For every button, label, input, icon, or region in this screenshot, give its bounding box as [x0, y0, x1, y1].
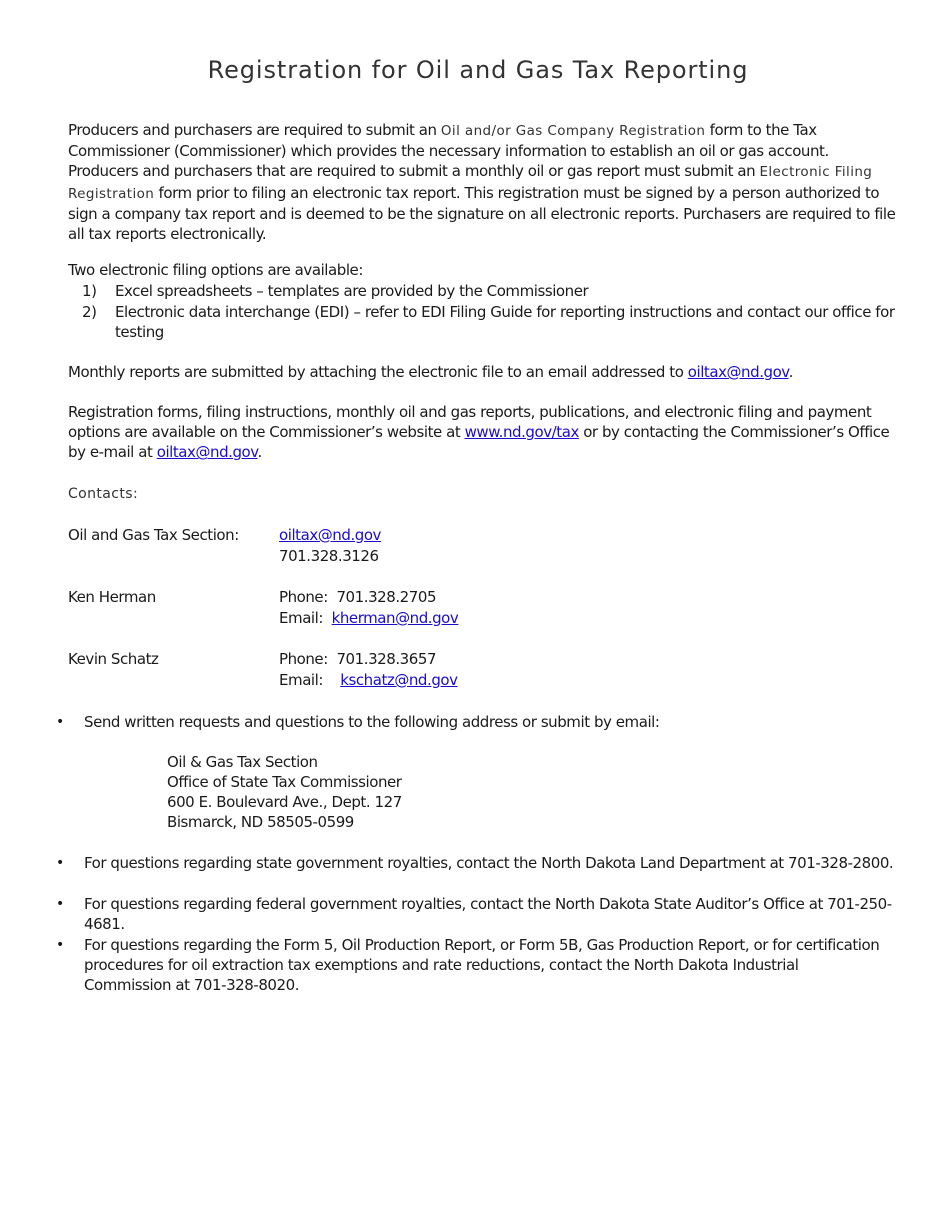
address-line: Office of State Tax Commissioner	[167, 773, 402, 791]
oiltax-email-link[interactable]: oiltax@nd.gov	[687, 363, 789, 381]
address-line: 600 E. Boulevard Ave., Dept. 127	[167, 793, 402, 811]
website-link[interactable]: www.nd.gov/tax	[464, 423, 579, 442]
bullet-state-royalties: For questions regarding state government royalties, contact the North Dakota Land Department at 701-328-2800.	[84, 854, 894, 872]
bullet-icon: •	[56, 896, 64, 912]
contacts-heading: Contacts:	[68, 486, 139, 502]
option-text: Excel spreadsheets – templates are provided by the Commissioner	[115, 282, 589, 300]
ken-email-link[interactable]: kherman@nd.gov	[331, 609, 459, 627]
contact-kevin-phone	[279, 649, 436, 669]
registration-end: .	[257, 443, 262, 462]
email-label: Email:	[279, 671, 323, 689]
bullet-icon: •	[56, 937, 64, 953]
intro-text-3: form prior to filing an electronic tax report. This registration must be signed by a person authorized to sign a company tax report and is deemed to be the signature on all electronic reports. Purchasers are required to file all tax reports electronically.	[68, 183, 896, 244]
contact-section-label: Oil and Gas Tax Section:	[68, 526, 239, 544]
bullet-send-requests: Send written requests and questions to the following address or submit by email:	[84, 713, 660, 731]
intro-paragraph	[68, 120, 898, 244]
bullet-federal-royalties: For questions regarding federal government royalties, contact the North Dakota State Auditor’s Office at 701-250-4681.	[84, 895, 892, 934]
monthly-text: Monthly reports are submitted by attaching the electronic file to an email addressed to	[68, 363, 688, 381]
intro-text-2: form to the Tax Commissioner (Commissioner) which provides the necessary information to establish an oil or gas account. Producers and purchasers that are required to submit a monthly oil or gas report must submit an	[68, 121, 829, 181]
address-line: Oil & Gas Tax Section	[167, 753, 318, 771]
registration-text-2: or by contacting the Commissioner’s Office by e-mail at	[68, 423, 890, 462]
contact-kevin-email	[279, 670, 458, 690]
bullet-form5-questions: For questions regarding the Form 5, Oil Production Report, or Form 5B, Gas Production Report, or for certification procedures for oil extraction tax exemptions and rate reductions, contact the North Dakota Industrial Commission at 701-328-8020.	[84, 936, 880, 995]
email-label: Email:	[279, 609, 323, 627]
contact-section-email	[279, 525, 381, 545]
registration-paragraph	[68, 402, 898, 463]
address-line: Bismarck, ND 58505-0599	[167, 813, 354, 831]
monthly-end: .	[788, 363, 793, 381]
kevin-email-link[interactable]: kschatz@nd.gov	[340, 671, 458, 689]
bullet-icon: •	[56, 714, 64, 730]
oiltax-email-link[interactable]: oiltax@nd.gov	[156, 443, 258, 462]
contact-ken-phone	[279, 587, 436, 607]
intro-text-1: Producers and purchasers are required to submit an	[68, 121, 441, 139]
contact-ken-name: Ken Herman	[68, 588, 156, 606]
phone-label: Phone:	[279, 650, 328, 668]
phone-value: 701.328.3657	[336, 650, 437, 668]
form-name-electronic-filing: Electronic Filing Registration	[68, 164, 873, 202]
phone-label: Phone:	[279, 588, 328, 606]
options-heading: Two electronic filing options are available:	[68, 261, 363, 279]
option-number: 1)	[82, 282, 97, 300]
contact-section-phone: 701.328.3126	[279, 547, 379, 565]
contact-ken-email	[279, 608, 458, 628]
contact-kevin-name: Kevin Schatz	[68, 650, 159, 668]
option-text: Electronic data interchange (EDI) – refer to EDI Filing Guide for reporting instructions and contact our office for testing	[115, 303, 895, 342]
form-name-company-registration: Oil and/or Gas Company Registration	[440, 123, 706, 139]
page-title: Registration for Oil and Gas Tax Reporting	[207, 56, 749, 84]
monthly-paragraph	[68, 362, 898, 382]
section-email-link[interactable]: oiltax@nd.gov	[279, 526, 381, 544]
phone-value: 701.328.2705	[336, 588, 437, 606]
option-number: 2)	[82, 303, 97, 321]
registration-text-1: Registration forms, filing instructions, monthly oil and gas reports, publications, and electronic filing and payment options are available on the Commissioner’s website at	[68, 403, 872, 442]
bullet-icon: •	[56, 855, 64, 871]
